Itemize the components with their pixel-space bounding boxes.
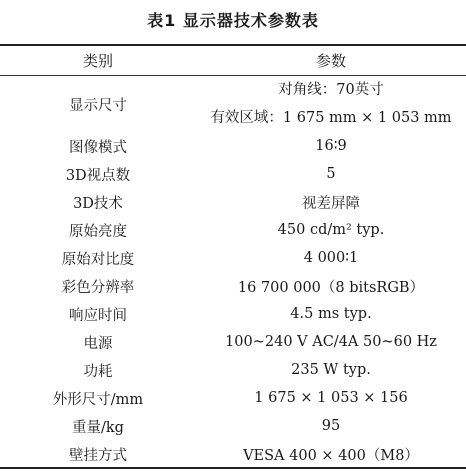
header-category: 类别 [82,52,113,70]
row-value: 16∶9 [315,138,347,154]
row-label: 图像模式 [69,139,127,156]
row-value: 1 675 × 1 053 × 156 [254,390,408,406]
table-row [0,384,466,412]
row-label: 3D视点数 [65,167,131,184]
row-label: 功耗 [83,363,113,380]
row-value-line: 对角线：70英寸 [278,82,384,98]
row-label: 显示尺寸 [69,97,127,114]
row-value: VESA 400 × 400（M8） [243,447,419,464]
row-value: 视差屏障 [302,195,360,212]
row-value: 4 000∶1 [303,250,359,266]
row-label: 响应时间 [69,307,127,324]
table-row [0,440,466,468]
row-value: 16 700 000（8 bitsRGB） [237,279,425,296]
table-row [0,188,466,216]
table-row [0,244,466,272]
table-row [0,76,466,132]
table-row [0,272,466,300]
row-value: 95 [321,418,341,434]
row-value: 235 W typ. [291,362,371,378]
row-value [196,76,466,132]
table-row [0,300,466,328]
table-row [0,160,466,188]
row-value: 4.5 ms typ. [290,306,372,322]
row-value: 450 cd/m² typ. [277,222,385,238]
row-value: 100~240 V AC/4A 50~60 Hz [225,334,437,350]
table-row [0,356,466,384]
row-label: 外形尺寸/mm [52,391,144,408]
row-value-line: 有效区域：1 675 mm × 1 053 mm [210,110,452,126]
table-header [0,46,466,75]
row-label: 电源 [83,335,113,352]
row-label: 3D技术 [73,195,123,212]
row-value: 5 [326,166,336,182]
row-label: 重量/kg [72,419,124,436]
row-label: 原始亮度 [69,223,127,240]
row-label: 彩色分辨率 [61,279,135,296]
table-row [0,216,466,244]
table-row [0,328,466,356]
header-parameter: 参数 [315,52,346,70]
row-label: 壁挂方式 [69,447,127,464]
table-body [0,76,466,468]
table-title: 表1 显示器技术参数表 [147,10,319,30]
table-row [0,412,466,440]
row-label: 原始对比度 [61,251,135,268]
bottom-rule [0,467,466,469]
table-row [0,132,466,160]
